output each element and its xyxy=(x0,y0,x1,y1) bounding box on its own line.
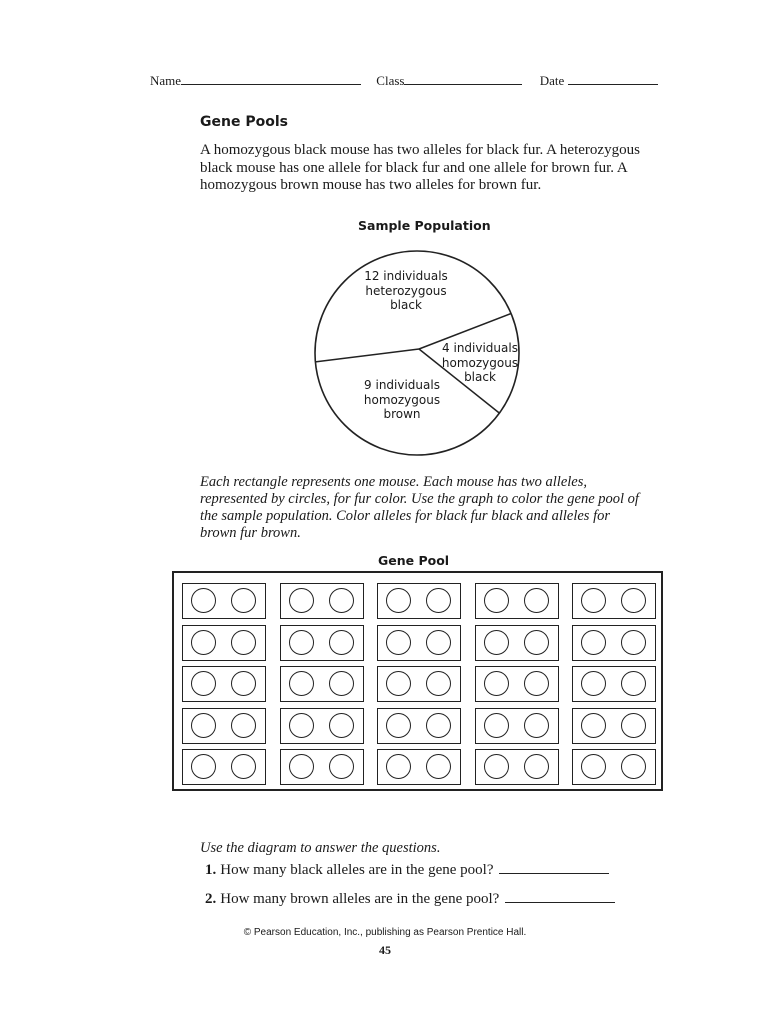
allele-circle[interactable] xyxy=(386,630,411,655)
intro-paragraph: A homozygous black mouse has two alleles for black fur. A heterozygous black mouse has one allele for black fur and one allele for brown fur. A homozygous brown mouse has two alleles for brown fur. xyxy=(200,142,640,193)
name-field[interactable] xyxy=(181,73,361,85)
mouse-rectangle[interactable] xyxy=(572,666,656,702)
allele-circle[interactable] xyxy=(524,713,549,738)
allele-circle[interactable] xyxy=(386,671,411,696)
allele-circle[interactable] xyxy=(524,754,549,779)
slice-label-heterozygous-black: 12 individuals heterozygous black xyxy=(364,269,448,312)
class-field[interactable] xyxy=(404,73,522,85)
mouse-rectangle[interactable] xyxy=(475,625,559,661)
slice-label-homozygous-black: 4 individuals homozygous black xyxy=(441,341,519,384)
allele-circle[interactable] xyxy=(329,754,354,779)
date-label: Date xyxy=(539,73,565,88)
copyright-footer: © Pearson Education, Inc., publishing as Pearson Prentice Hall. xyxy=(243,927,527,938)
allele-circle[interactable] xyxy=(621,588,646,613)
allele-circle[interactable] xyxy=(329,713,354,738)
mouse-rectangle[interactable] xyxy=(182,625,266,661)
allele-circle[interactable] xyxy=(231,713,256,738)
allele-circle[interactable] xyxy=(581,671,606,696)
mouse-rectangle[interactable] xyxy=(377,708,461,744)
allele-circle[interactable] xyxy=(289,754,314,779)
mouse-rectangle[interactable] xyxy=(572,708,656,744)
mouse-rectangle[interactable] xyxy=(377,749,461,785)
allele-circle[interactable] xyxy=(484,630,509,655)
allele-circle[interactable] xyxy=(524,671,549,696)
mouse-rectangle[interactable] xyxy=(280,625,364,661)
allele-circle[interactable] xyxy=(191,630,216,655)
question-text: How many black alleles are in the gene pool? xyxy=(220,862,494,878)
mouse-rectangle[interactable] xyxy=(280,708,364,744)
allele-circle[interactable] xyxy=(484,671,509,696)
allele-circle[interactable] xyxy=(289,713,314,738)
allele-circle[interactable] xyxy=(621,630,646,655)
mouse-rectangle[interactable] xyxy=(377,583,461,619)
allele-circle[interactable] xyxy=(581,588,606,613)
allele-circle[interactable] xyxy=(484,588,509,613)
allele-circle[interactable] xyxy=(581,630,606,655)
allele-circle[interactable] xyxy=(191,754,216,779)
allele-circle[interactable] xyxy=(231,630,256,655)
allele-circle[interactable] xyxy=(289,630,314,655)
question-text: How many brown alleles are in the gene pool? xyxy=(220,891,500,907)
allele-circle[interactable] xyxy=(621,671,646,696)
gene-pool-title: Gene Pool xyxy=(378,553,450,568)
mouse-rectangle[interactable] xyxy=(572,749,656,785)
mouse-rectangle[interactable] xyxy=(182,749,266,785)
mouse-rectangle[interactable] xyxy=(572,625,656,661)
mouse-rectangle[interactable] xyxy=(377,666,461,702)
allele-circle[interactable] xyxy=(581,754,606,779)
allele-circle[interactable] xyxy=(231,671,256,696)
allele-circle[interactable] xyxy=(621,754,646,779)
allele-circle[interactable] xyxy=(426,713,451,738)
allele-circle[interactable] xyxy=(231,754,256,779)
mouse-rectangle[interactable] xyxy=(572,583,656,619)
allele-circle[interactable] xyxy=(426,588,451,613)
allele-circle[interactable] xyxy=(386,754,411,779)
mouse-rectangle[interactable] xyxy=(475,749,559,785)
allele-circle[interactable] xyxy=(386,588,411,613)
mouse-rectangle[interactable] xyxy=(475,583,559,619)
question-number: 2. xyxy=(205,891,217,907)
question-number: 1. xyxy=(205,862,217,878)
mouse-rectangle[interactable] xyxy=(182,708,266,744)
name-label: Name xyxy=(150,73,182,88)
allele-circle[interactable] xyxy=(484,754,509,779)
answer-field[interactable] xyxy=(499,861,609,874)
mouse-rectangle[interactable] xyxy=(280,666,364,702)
slice-label-homozygous-brown: 9 individuals homozygous brown xyxy=(363,378,441,421)
page-title: Gene Pools xyxy=(200,114,288,130)
chart-title: Sample Population xyxy=(358,218,491,233)
allele-circle[interactable] xyxy=(621,713,646,738)
allele-circle[interactable] xyxy=(329,588,354,613)
allele-circle[interactable] xyxy=(329,671,354,696)
allele-circle[interactable] xyxy=(231,588,256,613)
allele-circle[interactable] xyxy=(386,713,411,738)
mouse-rectangle[interactable] xyxy=(182,583,266,619)
allele-circle[interactable] xyxy=(191,671,216,696)
questions-intro: Use the diagram to answer the questions. xyxy=(200,840,441,856)
mouse-rectangle[interactable] xyxy=(280,749,364,785)
allele-circle[interactable] xyxy=(581,713,606,738)
question-1 xyxy=(205,861,609,879)
allele-circle[interactable] xyxy=(426,754,451,779)
date-field[interactable] xyxy=(568,73,658,85)
mouse-rectangle[interactable] xyxy=(475,708,559,744)
header-fields xyxy=(150,73,658,89)
mouse-rectangle[interactable] xyxy=(475,666,559,702)
mouse-rectangle[interactable] xyxy=(280,583,364,619)
allele-circle[interactable] xyxy=(484,713,509,738)
allele-circle[interactable] xyxy=(426,630,451,655)
allele-circle[interactable] xyxy=(329,630,354,655)
class-label: Class xyxy=(376,73,405,88)
allele-circle[interactable] xyxy=(289,588,314,613)
allele-circle[interactable] xyxy=(289,671,314,696)
instructions-paragraph: Each rectangle represents one mouse. Each mouse has two alleles, represented by circles, for fur color. Use the graph to color the gene pool of the sample population. Color alleles for black fur black and alleles for brown fur brown. xyxy=(200,474,639,541)
allele-circle[interactable] xyxy=(191,713,216,738)
question-2 xyxy=(205,890,615,908)
answer-field[interactable] xyxy=(505,890,615,903)
mouse-rectangle[interactable] xyxy=(377,625,461,661)
mouse-rectangle[interactable] xyxy=(182,666,266,702)
allele-circle[interactable] xyxy=(191,588,216,613)
page-number: 45 xyxy=(379,943,391,957)
gene-pool-grid xyxy=(172,571,663,791)
allele-circle[interactable] xyxy=(524,630,549,655)
allele-circle[interactable] xyxy=(524,588,549,613)
allele-circle[interactable] xyxy=(426,671,451,696)
